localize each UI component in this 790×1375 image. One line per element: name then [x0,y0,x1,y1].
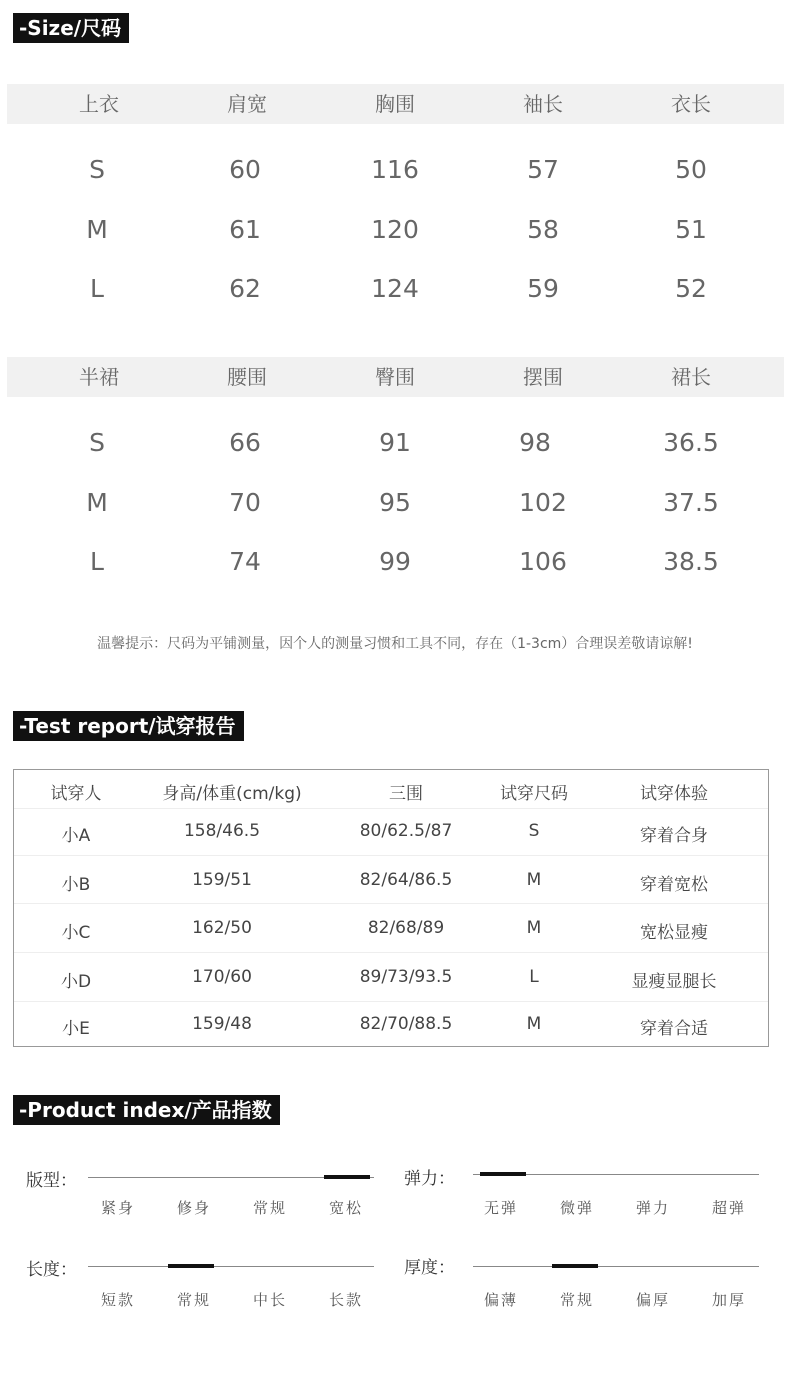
skirt-cell: 66 [229,428,261,457]
report-row [14,808,768,856]
fit-option: 修身 [176,1199,211,1217]
report-cell: M [526,1014,542,1034]
top-header-cell: 上衣 [79,92,119,116]
product-index-section-title: -Product index/产品指数 [13,1095,280,1125]
thickness-label: 厚度： [404,1258,455,1278]
thickness-option: 加厚 [711,1291,746,1309]
top-cell: 124 [371,274,419,303]
report-cell: M [526,870,542,890]
report-row [14,903,768,953]
report-cell: 穿着合身 [640,826,708,846]
report-cell: 159/51 [192,870,252,890]
report-cell: 162/50 [192,918,252,938]
thickness-option: 偏厚 [635,1291,670,1309]
skirt-header-cell: 臀围 [375,365,415,389]
top-cell: 120 [371,215,419,244]
skirt-cell: 99 [379,547,411,576]
top-cell: 116 [371,155,419,184]
top-cell: L [90,274,104,303]
skirt-cell: M [86,488,108,517]
length-option: 短款 [100,1291,135,1309]
elasticity-option: 弹力 [635,1199,670,1217]
skirt-header-cell: 腰围 [227,365,267,389]
fit-option: 紧身 [100,1199,135,1217]
top-header-cell: 胸围 [375,92,415,116]
top-cell: 52 [675,274,707,303]
top-cell: 59 [527,274,559,303]
skirt-cell: 74 [229,547,261,576]
report-cell: 穿着合适 [640,1019,708,1039]
thickness-indicator [552,1264,598,1268]
report-cell: 穿着宽松 [640,875,708,895]
report-cell: 80/62.5/87 [359,821,453,841]
report-cell: 82/70/88.5 [359,1014,453,1034]
size-section-title: -Size/尺码 [13,13,129,43]
skirt-header-cell: 摆围 [523,365,563,389]
report-header-cell: 三围 [389,784,423,804]
elasticity-indicator [480,1172,526,1176]
length-option: 常规 [176,1291,211,1309]
top-cell: 62 [229,274,261,303]
fit-option: 宽松 [328,1199,363,1217]
length-indicator [168,1264,214,1268]
skirt-cell: 106 [519,547,567,576]
skirt-cell: 95 [379,488,411,517]
skirt-cell: L [90,547,104,576]
length-option: 长款 [328,1291,363,1309]
skirt-cell: 36.5 [663,428,719,457]
report-cell: 小D [60,972,92,992]
report-cell: 显瘦显腿长 [631,972,717,992]
report-cell: 159/48 [192,1014,252,1034]
test-report-section-title: -Test report/试穿报告 [13,711,244,741]
report-cell: 小B [61,875,91,895]
test-report-table [13,769,769,1047]
skirt-header-cell: 半裙 [79,365,119,389]
top-header-cell: 袖长 [523,92,563,116]
skirt-cell: 98 [519,428,551,457]
skirt-cell: 37.5 [663,488,719,517]
fit-indicator [324,1175,370,1179]
skirt-header-cell: 裙长 [671,365,711,389]
top-cell: S [89,155,105,184]
top-header-cell: 肩宽 [227,92,267,116]
report-cell: 158/46.5 [183,821,261,841]
report-cell: 小A [61,826,91,846]
elasticity-option: 无弹 [483,1199,518,1217]
thickness-option: 常规 [559,1291,594,1309]
length-label: 长度： [26,1260,77,1280]
report-cell: 小C [61,923,91,943]
skirt-cell: 38.5 [663,547,719,576]
report-header-cell: 试穿体验 [640,784,708,804]
fit-option: 常规 [252,1199,287,1217]
top-cell: M [86,215,108,244]
report-cell: M [526,918,542,938]
report-cell: 82/68/89 [367,918,445,938]
top-cell: 58 [527,215,559,244]
report-header-row [14,770,768,808]
skirt-cell: S [89,428,105,457]
skirt-cell: 91 [379,428,411,457]
thickness-option: 偏薄 [483,1291,518,1309]
top-cell: 61 [229,215,261,244]
length-scale-line [88,1266,374,1267]
report-cell: 170/60 [192,967,252,987]
fit-label: 版型： [26,1171,77,1191]
elasticity-option: 微弹 [559,1199,594,1217]
skirt-cell: 70 [229,488,261,517]
report-row [14,1001,768,1047]
skirt-cell: 102 [519,488,567,517]
top-cell: 60 [229,155,261,184]
report-header-cell: 身高/体重(cm/kg) [162,784,302,804]
top-cell: 57 [527,155,559,184]
report-cell: 宽松显瘦 [640,923,708,943]
measurement-note: 温馨提示：尺码为平铺测量，因个人的测量习惯和工具不同，存在（1-3cm）合理误差敬请谅解! [97,636,693,652]
elasticity-option: 超弹 [711,1199,746,1217]
report-header-cell: 试穿尺码 [500,784,568,804]
report-cell: 小E [62,1019,90,1039]
report-row [14,855,768,904]
report-cell: L [529,967,539,987]
report-cell: 89/73/93.5 [359,967,453,987]
report-cell: 82/64/86.5 [359,870,453,890]
top-cell: 51 [675,215,707,244]
thickness-scale-line [473,1266,759,1267]
top-cell: 50 [675,155,707,184]
length-option: 中长 [252,1291,287,1309]
top-header-cell: 衣长 [671,92,711,116]
report-cell: S [528,821,540,841]
report-row [14,952,768,1002]
elasticity-label: 弹力： [404,1169,455,1189]
report-header-cell: 试穿人 [50,784,102,804]
